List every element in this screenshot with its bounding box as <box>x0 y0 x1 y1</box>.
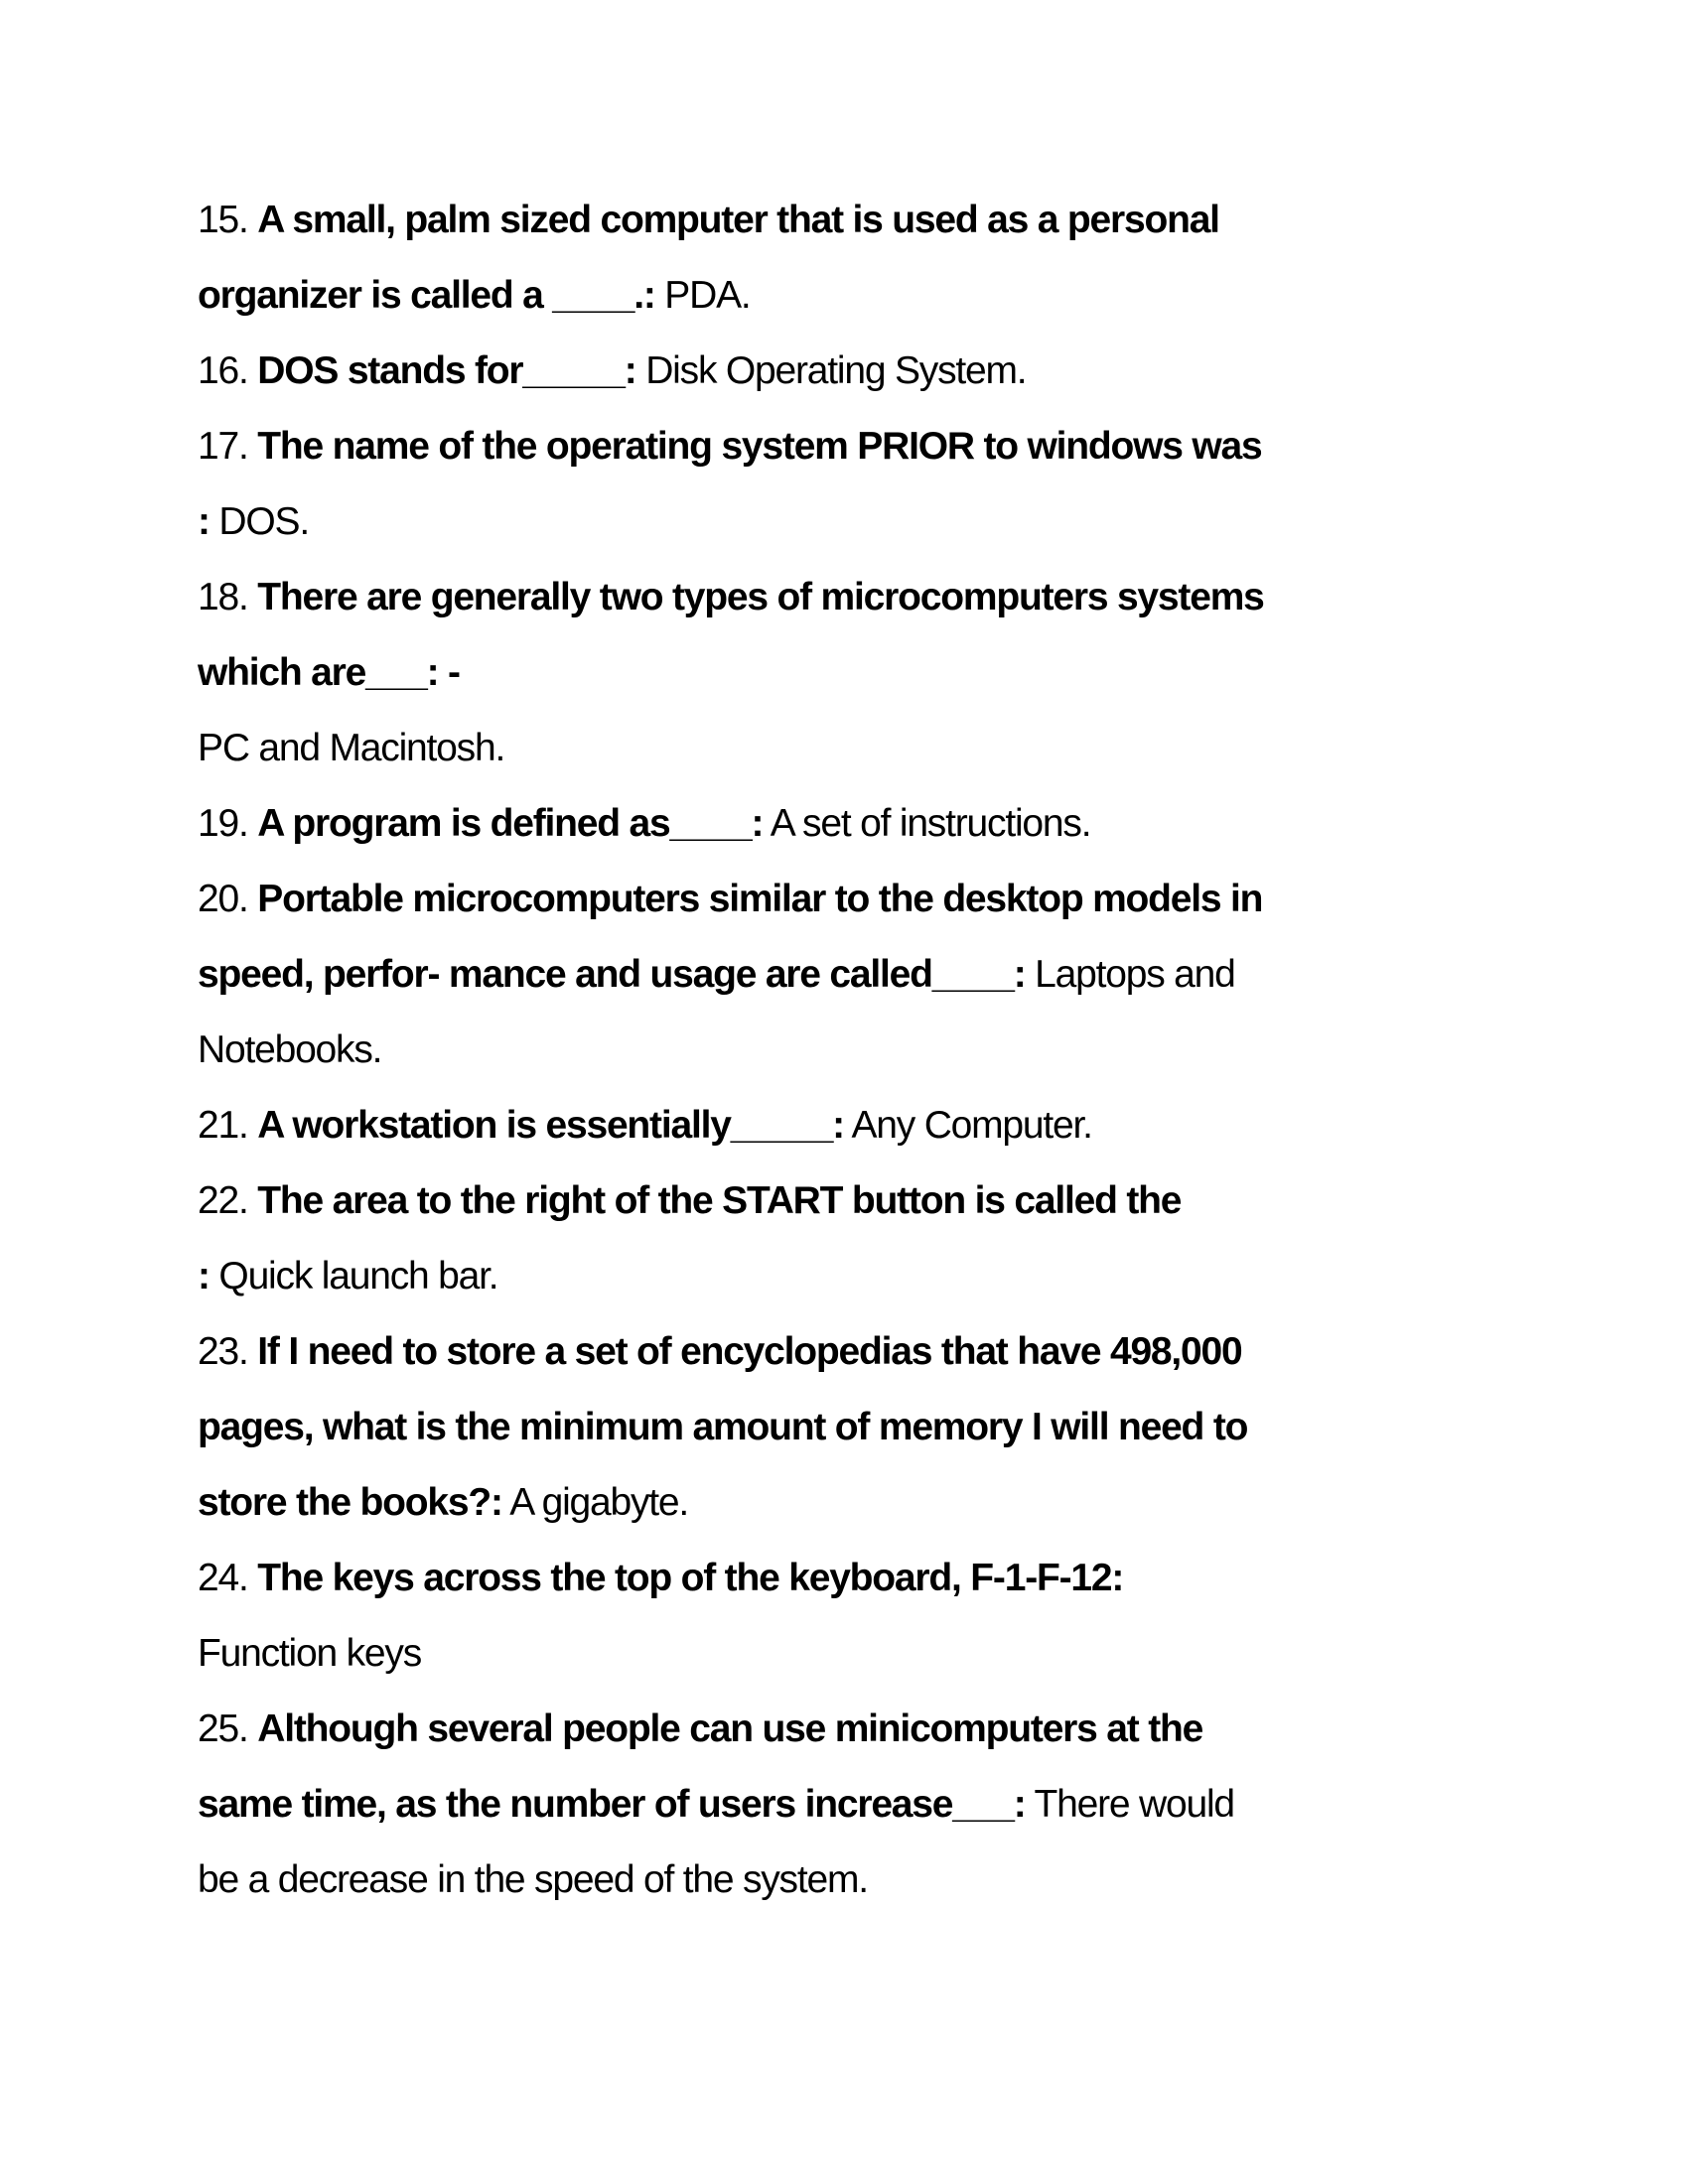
question-text: The name of the operating system PRIOR to windows was <box>257 425 1262 468</box>
question-text: A program is defined as____: <box>257 802 764 845</box>
question-item <box>198 1163 1588 1314</box>
question-text: A workstation is essentially_____: <box>257 1104 844 1147</box>
question-number: 25. <box>198 1707 258 1750</box>
question-text: : <box>198 1255 210 1297</box>
text-line <box>198 862 1588 937</box>
question-text: Although several people can use minicomputers at the <box>257 1707 1203 1750</box>
answer-text: Any Computer. <box>843 1104 1092 1147</box>
text-line <box>198 1692 1588 1767</box>
text-line <box>198 1767 1588 1843</box>
answer-text: be a decrease in the speed of the system. <box>198 1858 868 1901</box>
text-line <box>198 1013 1588 1088</box>
question-item <box>198 334 1588 409</box>
answer-text: There would <box>1025 1783 1234 1826</box>
question-item <box>198 183 1588 334</box>
question-text: If I need to store a set of encyclopedias that have 498,000 <box>257 1330 1242 1373</box>
text-line <box>198 1541 1588 1616</box>
question-item <box>198 1314 1588 1541</box>
question-text: Portable microcomputers similar to the desktop models in <box>257 878 1263 920</box>
question-item <box>198 1692 1588 1918</box>
question-text: same time, as the number of users increase___: <box>198 1783 1026 1826</box>
question-item <box>198 786 1588 862</box>
question-text: The keys across the top of the keyboard, F-1-F-12: <box>257 1557 1124 1599</box>
question-text: store the books?: <box>198 1481 502 1524</box>
answer-text: PDA. <box>654 274 751 317</box>
text-line <box>198 560 1588 635</box>
text-line <box>198 1314 1588 1390</box>
text-line <box>198 258 1588 334</box>
question-number: 18. <box>198 576 258 618</box>
question-item <box>198 409 1588 560</box>
answer-text: Quick launch bar. <box>209 1255 498 1297</box>
question-number: 19. <box>198 802 258 845</box>
answer-text: Notebooks. <box>198 1028 382 1071</box>
answer-text: A set of instructions. <box>763 802 1091 845</box>
question-number: 21. <box>198 1104 258 1147</box>
answer-text: Function keys <box>198 1632 422 1675</box>
question-number: 15. <box>198 199 258 241</box>
question-text: A small, palm sized computer that is used as a personal <box>257 199 1219 241</box>
answer-text: A gigabyte. <box>501 1481 689 1524</box>
text-line <box>198 1239 1588 1314</box>
answer-text: Laptops and <box>1025 953 1235 996</box>
question-item <box>198 560 1588 786</box>
question-text: speed, perfor- mance and usage are called____: <box>198 953 1026 996</box>
text-line <box>198 1465 1588 1541</box>
question-number: 17. <box>198 425 258 468</box>
question-number: 23. <box>198 1330 258 1373</box>
text-line <box>198 711 1588 786</box>
answer-text: DOS. <box>209 500 309 543</box>
question-text: pages, what is the minimum amount of memory I will need to <box>198 1406 1248 1448</box>
question-item <box>198 1541 1588 1692</box>
question-text: The area to the right of the START button is called the <box>257 1179 1182 1222</box>
question-list <box>198 183 1588 1918</box>
text-line <box>198 183 1588 258</box>
question-number: 16. <box>198 349 258 392</box>
answer-text: PC and Macintosh. <box>198 727 505 769</box>
question-number: 22. <box>198 1179 258 1222</box>
question-text: There are generally two types of microcomputers systems <box>257 576 1264 618</box>
question-number: 24. <box>198 1557 258 1599</box>
text-line <box>198 1616 1588 1692</box>
text-line <box>198 1390 1588 1465</box>
text-line <box>198 1163 1588 1239</box>
text-line <box>198 786 1588 862</box>
text-line <box>198 334 1588 409</box>
question-number: 20. <box>198 878 258 920</box>
question-text: which are___: - <box>198 651 460 694</box>
text-line <box>198 1088 1588 1163</box>
text-line <box>198 409 1588 484</box>
question-text: organizer is called a ____.: <box>198 274 655 317</box>
answer-text: Disk Operating System. <box>635 349 1027 392</box>
question-item <box>198 1088 1588 1163</box>
question-text: DOS stands for_____: <box>257 349 636 392</box>
text-line <box>198 937 1588 1013</box>
text-line <box>198 1843 1588 1918</box>
text-line <box>198 484 1588 560</box>
question-item <box>198 862 1588 1088</box>
text-line <box>198 635 1588 711</box>
question-text: : <box>198 500 210 543</box>
